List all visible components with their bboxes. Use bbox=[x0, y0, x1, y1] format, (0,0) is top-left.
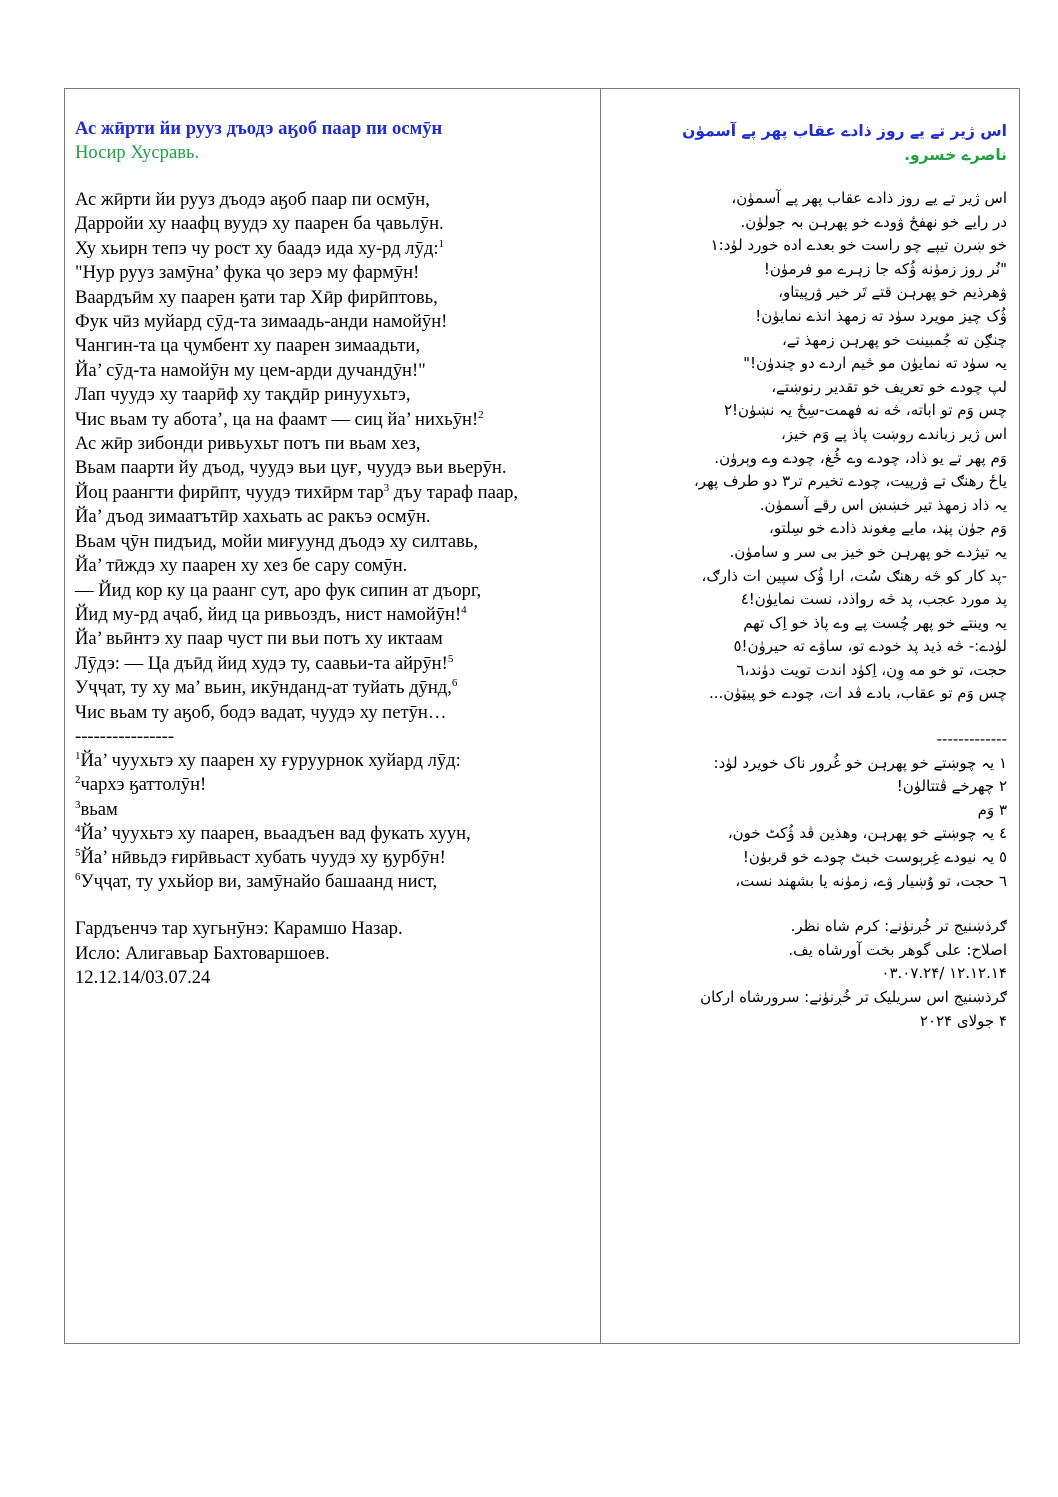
verse-line-arabic: چنګِن ته جُمبینت خو پهرہن زمهذ تے، bbox=[781, 330, 1007, 349]
verse-line-arabic: یاځ رهنګ تے ۋرپیت، چودے تخیرم تر٣ دو طرف پهر، bbox=[693, 472, 1007, 491]
footnote-line-arabic: ٦ حجت، تو ۇښیار ۋے، زمۈنه یا بشهند نست، bbox=[735, 871, 1007, 890]
verse-line: Йид му-рд аҷаб, йид ца ривьоздъ, нист намойӯн!$^4$ bbox=[75, 603, 467, 625]
credit-line: Гардъенчэ тар хугьнӯнэ: Карамшо Назар. bbox=[75, 918, 403, 940]
verse-line: Вьам паарти йу дъод, чуудэ вьи цуғ, чуудэ вьи вьерӯн. bbox=[75, 457, 507, 479]
two-column-table bbox=[64, 88, 1020, 1344]
footnote-number: 1 bbox=[75, 750, 81, 763]
verse-line-arabic: چس وَم تو عقاب، بادے ڤد ات، چودے خو پیټۈن... bbox=[708, 684, 1007, 703]
credit-line-arabic: ګرذښنیج تر خُږنۈنے: کرم شاه نظر. bbox=[790, 917, 1007, 936]
verse-line-arabic: چس وَم تو اباته، څه نه فهمت-سِځ یہ نښۈن!٢ bbox=[723, 401, 1007, 420]
credit-line: Ислo: Алигавьар Бахтоваршоев. bbox=[75, 942, 330, 964]
credit-line: 12.12.14/03.07.24 bbox=[75, 967, 211, 989]
verse-line-arabic: یہ تیژدے خو پهرہن خو خیز بی سر و سامۈن. bbox=[729, 542, 1007, 561]
footnote-marker: 3 bbox=[383, 481, 390, 494]
footnote-marker: 2 bbox=[478, 408, 484, 421]
verse-line: Чис вьам ту аӄоб, бодэ вадат, чуудэ ху петӯн… bbox=[75, 701, 447, 723]
footnote-line: $^3$вьам bbox=[75, 798, 118, 820]
footnote-marker: 6 bbox=[451, 677, 458, 690]
verse-line-arabic: خو ښرن تیپے چو راست خو بعدے اده خورد لۈد:١ bbox=[710, 236, 1007, 255]
verse-line: Ас жӣрти йи рууз дъодэ аӄоб паар пи осмӯн, bbox=[75, 189, 430, 210]
verse-line: Лап чуудэ ху таарӣф ху тақдӣр ринуухьтэ, bbox=[75, 384, 411, 406]
verse-line-arabic: لپ چودے خو تعریف خو تقدیر رنوښتے، bbox=[771, 377, 1007, 396]
footnote-line: $^2$чархэ ӄаттолӯн! bbox=[75, 774, 207, 796]
footnote-marker: 5 bbox=[447, 652, 454, 665]
poem-author: Носир Хусравь. bbox=[75, 142, 200, 163]
poem-author-arabic: ناصرے خسرو. bbox=[904, 146, 1007, 164]
footnote-line: $^5$Йа’ нӣвьдэ ғирӣвьаст хубать чуудэ ху ӄурбӯн! bbox=[75, 846, 446, 868]
verse-line: Йа’ сӯд-та намойӯн му цем-арди дучандӯн!" bbox=[75, 359, 426, 381]
footnote-separator: ---------------- bbox=[75, 725, 175, 747]
verse-list bbox=[75, 188, 594, 725]
verse-line-arabic: یہ وینتے خو پهر چُست پے وے پاذ خو اِک تهم bbox=[743, 613, 1007, 632]
footnote-marker: 1 bbox=[438, 237, 445, 250]
arabic-script-column bbox=[601, 89, 1019, 1343]
footnote-number: 3 bbox=[75, 798, 81, 811]
verse-line: "Нур рууз замӯна’ фука ҷо зерэ му фармӯн! bbox=[75, 262, 420, 284]
verse-line: Йа’ дъод зимаатътӣр хахьать ас ракъэ осмӯн. bbox=[75, 506, 431, 528]
verse-line-arabic: یہ ذاد زمهذ تیر خښښ اس رقے آسمۈن. bbox=[759, 495, 1007, 514]
footnote-separator-arabic: ------------- bbox=[936, 730, 1007, 749]
verse-line: Ху хьирн тепэ чу рост ху баадэ ида ху-рд лӯд:$^1$ bbox=[75, 237, 445, 259]
footnote-number: 2 bbox=[75, 774, 81, 787]
footnote-number: 4 bbox=[75, 822, 81, 835]
credit-line-arabic: ګرذښنیج اس سریلیک تر خُږنۈنے: سرورشاه ارکان bbox=[700, 988, 1007, 1006]
footnote-line-arabic: ٤ یہ چوښتے خو پهرہن، وهذین ڤد ۋُکٹ خون، bbox=[727, 824, 1007, 843]
verse-line: Уҷҷат, ту ху ма’ вьин, икӯнданд-ат туйать дӯнд,$^6$ bbox=[75, 677, 458, 699]
verse-line-arabic: در رایے خو نهفځ ۋودے خو پھرہن بہ جولۈن. bbox=[740, 212, 1007, 231]
footnote-line: $^4$Йа’ чуухьтэ ху паарен, вьаадъен вад фукать хуун, bbox=[75, 822, 471, 844]
verse-line: Чис вьам ту абота’, ца на фаамт — сиц йа’ нихьӯн!$^2$ bbox=[75, 408, 484, 430]
verse-line: Фук чӣз муйард сӯд-та зимаадь-анди намойӯн! bbox=[75, 311, 448, 333]
footnote-line-arabic: ١ یہ چوښتے خو پهرہن خو غُرور ناک خویرد لۈد: bbox=[713, 753, 1007, 772]
verse-line: Ас жӣр зибонди ривьухьт потъ пи вьам хез, bbox=[75, 433, 421, 455]
verse-line-arabic: لۈدے:- څه ذید پد خودے تو، ساۋے ته حیرۈن!٥ bbox=[733, 637, 1007, 656]
verse-line-arabic: "نُر روز زمۈنه ۋُکه جا زہرے مو فرمۈن! bbox=[763, 259, 1007, 278]
cyrillic-column bbox=[65, 89, 601, 1343]
verse-line: Дарройи ху наафц вуудэ ху паарен ба ҷавьлӯн. bbox=[75, 213, 444, 235]
footnote-line: $^1$Йа’ чуухьтэ ху паарен ху ғуруурнок хуйард лӯд: bbox=[75, 750, 461, 772]
verse-line-arabic: ۋُک چیز مویرد سۈد ته زمهذ انذے نمایۈن! bbox=[755, 306, 1007, 325]
credit-line-arabic: اصلاح: علی گوهر بخت آورشاه یف. bbox=[788, 940, 1007, 959]
verse-line-arabic: ۋهرذیم خو پهرہن قتے تَر خیر ۋرپیتاو، bbox=[778, 283, 1007, 302]
footnote-line-arabic: ٥ یہ نیودے غِرېوست خبٹ چودے خو قربۈن! bbox=[742, 848, 1007, 867]
verse-line: Йоц раангти фирӣпт, чуудэ тихӣрм тар$^3$ дъу тараф паар, bbox=[75, 481, 519, 503]
poem-title: Ас жӣрти йи рууз дъодэ аӄоб паар пи осмӯн bbox=[75, 118, 443, 139]
verse-line-arabic: وَم پهر تے یو ذاد، چودے وے ځُغ، چودے وے وېرۈن. bbox=[714, 448, 1007, 467]
verse-line-arabic: اس ژیر تے یے روز ذادے عقاب پھر پے آسمۈن، bbox=[731, 189, 1007, 207]
verse-line: — Йид кор ку ца раанг сут, аро фук сипин ат дъорг, bbox=[75, 579, 482, 601]
footnote-line: $^6$Уҷҷат, ту ухьйор ви, замӯнайо башаанд нист, bbox=[75, 871, 438, 893]
verse-list-arabic bbox=[609, 187, 1007, 706]
footnote-number: 6 bbox=[75, 871, 81, 884]
footnote-line-arabic: ٣ وَم bbox=[977, 800, 1007, 819]
verse-line-arabic: -پد کار کو څه رهنګ سُت، ارا ۋُک سپین ات ذارګ، bbox=[701, 566, 1007, 585]
footnote-line-arabic: ٢ چهرخے ڤتتالۈن! bbox=[896, 777, 1007, 796]
footnote-list-arabic bbox=[609, 752, 1007, 894]
footnote-marker: 4 bbox=[461, 603, 467, 616]
verse-line: Ваардъӣм ху паарен ӄати тар Хӣр фирӣптовь, bbox=[75, 286, 438, 308]
verse-line-arabic: پد مورد عجب، پد څه رواذد، نست نمایۈن!٤ bbox=[740, 590, 1007, 609]
credit-line-arabic: ۴ جولای ٢٠٢۴ bbox=[919, 1011, 1007, 1030]
verse-line: Йа’ вьӣнтэ ху паар чуст пи вьи потъ ху иктаам bbox=[75, 628, 443, 650]
footnote-list bbox=[75, 749, 594, 894]
verse-line-arabic: یہ سۈد ته نمایۈن مو څیم اردے دو چندۈن!" bbox=[743, 354, 1007, 373]
credits-arabic bbox=[609, 915, 1007, 1033]
footnote-number: 5 bbox=[75, 846, 81, 859]
poem-title-arabic: اس ژیر تے یے روز ذادے عقاب پھر پے آسمۈن bbox=[682, 122, 1007, 140]
credits bbox=[75, 917, 594, 990]
verse-line: Вьам ҷӯн пидъид, мойи миғуунд дъодэ ху силтавь, bbox=[75, 530, 479, 552]
verse-line-arabic: وَم جۈن پڼد، مایے مِغوند ذادے خو سِلتو، bbox=[769, 519, 1007, 538]
verse-line: Йа’ тӣждэ ху паарен ху хез бе сару сомӯн. bbox=[75, 555, 408, 577]
verse-line: Лӯдэ: — Ца дъӣд йид худэ ту, саавьи-та айрӯн!$^5$ bbox=[75, 652, 454, 674]
verse-line-arabic: حجت، تو خو مه وِن، اِکۈد اندت تویت دۈند،٦ bbox=[736, 660, 1007, 679]
verse-line-arabic: اس ژیر زباندے روښت پاذ پے وَم خیز، bbox=[781, 424, 1007, 443]
credit-line-arabic: ١٢.١٢.١۴ /٠٣.٠٧.٢۴ bbox=[881, 964, 1007, 983]
verse-line: Чангин-та ца ҷумбент ху паарен зимаадьти, bbox=[75, 335, 421, 357]
